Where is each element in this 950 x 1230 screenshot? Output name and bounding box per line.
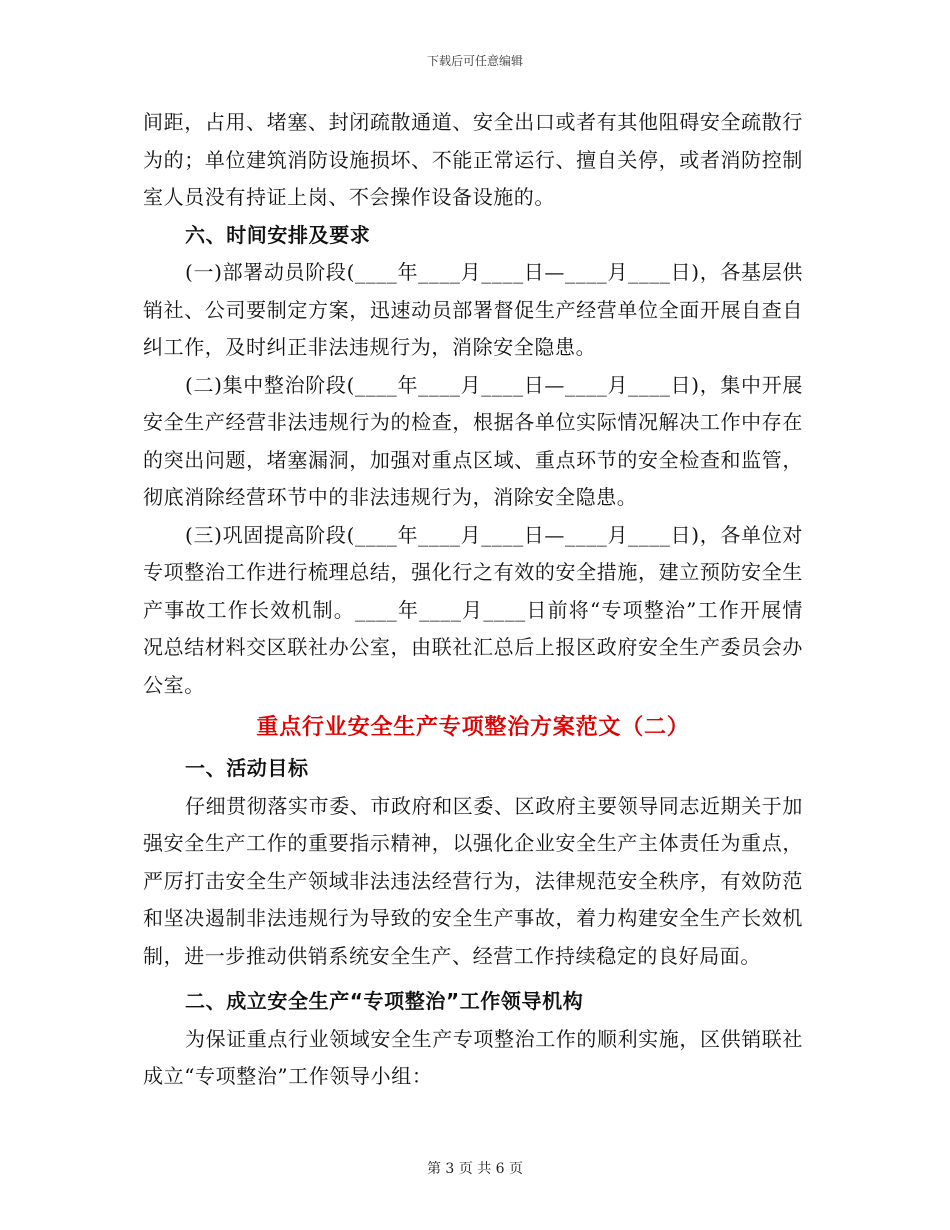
page-footer: 第 3 页 共 6 页 <box>426 1161 524 1177</box>
body-paragraph-phase-2: (二)集中整治阶段(____年____月____日—____月____日)，集中开展安全生产经营非法违规行为的检查，根据各单位实际情况解决工作中存在的突出问题，堵塞漏洞，加强对重点区域、重点环节的安全检查和监管，彻底消除经营环节中的非法违规行为，消除安全隐患。 <box>143 372 803 509</box>
section-title: 重点行业安全生产专项整治方案范文（二） <box>256 715 690 740</box>
body-paragraph-goal: 仔细贯彻落实市委、市政府和区委、区政府主要领导同志近期关于加强安全生产工作的重要指示精神，以强化企业安全生产主体责任为重点，严厉打击安全生产领域非法违法经营行为，法律规范安全秩序，有效防范和坚决遏制非法违规行为导致的安全生产事故，着力构建安全生产长效机制，进一步推动供销系统安全生产、经营工作持续稳定的良好局面。 <box>143 793 803 968</box>
document-body <box>143 104 803 1096</box>
body-paragraph-leadership: 为保证重点行业领域安全生产专项整治工作的顺利实施，区供销联社成立“专项整治”工作领导小组： <box>143 1026 803 1088</box>
heading-time-schedule: 六、时间安排及要求 <box>185 222 371 247</box>
page-header: 下载后可任意编辑 <box>426 54 523 68</box>
body-paragraph-phase-3: (三)巩固提高阶段(____年____月____日—____月____日)，各单位对专项整治工作进行梳理总结，强化行之有效的安全措施，建立预防安全生产事故工作长效机制。____年____月____日前将“专项整治”工作开展情况总结材料交区联社办公室，由联社汇总后上报区政府安全生产委员会办公室。 <box>143 522 803 697</box>
body-paragraph-phase-1: (一)部署动员阶段(____年____月____日—____月____日)，各基层供销社、公司要制定方案，迅速动员部署督促生产经营单位全面开展自查自纠工作，及时纠正非法违规行为，消除安全隐患。 <box>143 260 803 359</box>
heading-leadership-group: 二、成立安全生产“专项整治”工作领导机构 <box>185 989 584 1013</box>
body-paragraph-continuation: 间距，占用、堵塞、封闭疏散通道、安全出口或者有其他阻碍安全疏散行为的；单位建筑消防设施损坏、不能正常运行、擅自关停，或者消防控制室人员没有持证上岗、不会操作设备设施的。 <box>143 110 803 209</box>
heading-activity-goal: 一、活动目标 <box>185 756 309 780</box>
